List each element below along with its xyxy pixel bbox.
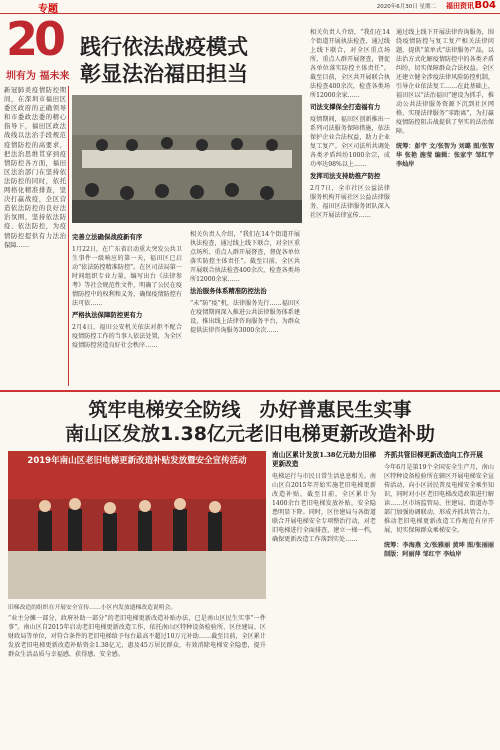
issue-date: 2020年6月30日 星期二: [376, 4, 436, 10]
article1-column-1: [72, 230, 182, 350]
article1-text-5: 相关负责人介绍，“我们在14个街道开展执法检查，通过线上线下联合，对全区重点场所、重点人群开展督查，督促各单位落实防控主体责任”。截至目前，全区共开展联合执法检查400余次，检查各类场所12000余家……: [310, 29, 390, 99]
article1-text-4: “未”防“疫”机，法律服务先行……福田区在疫情期间深入推进公共法律服务体系建设，推出线上法律咨询服务平台，为群众提供法律咨询服务3000余次……: [190, 300, 300, 334]
event-photo-icon: [8, 451, 266, 599]
article2-headline-line2: 南山区发放1.38亿元老旧电梯更新改造补助: [65, 423, 435, 445]
article2-column-right: [384, 451, 494, 559]
article2-credits: 统筹：李海燕 文/张雅丽 黄坤 图/张丽丽 制版：阿丽萍 邹红宇 李灿岸: [384, 542, 494, 558]
article2-photo: [8, 451, 266, 599]
column-divider: [68, 86, 69, 386]
article1-subhead-2: 严格执法保障防控更有力: [72, 311, 143, 319]
article1-text-7: 2月7日，全市社区公益法律服务机构开展社区公益法律服务，福田区法律服务团队深入社区开展法律宣传……: [310, 185, 390, 219]
paper-name: 福田资讯: [446, 2, 474, 10]
intro-column: 新冠肺炎疫情防控期间，在深圳市福田区委区政府的正确领导和市委政法委的精心指导下，福田区政法战线以法治手段规范疫情防控的高要求，把法治思维贯穿到疫情防控各方面，福田区法治部门在坚持依法防控的同时，依托网格化精准排查，坚决打赢战疫，全区营造依法防控的良好法治氛围，坚持依法防疫、依法防控，为疫情防控提供有力法治保障……: [4, 87, 66, 249]
meeting-photo-icon: [72, 95, 302, 223]
article1-column-2: [190, 230, 300, 335]
page-header: [0, 0, 500, 14]
section-divider: [0, 390, 500, 392]
article1-headline-line2: 彰显法治福田担当: [80, 62, 248, 86]
article1-credits: 统筹：彭宇 文/张智为 刘璐 图/张智华 张艳 施莹 编辑：张家宇 邹红宇 李灿岸: [396, 143, 494, 168]
article2-caption: 旧梯改造的组织在开展安全宣传……小区内发放遗梯改造说明会。: [8, 605, 177, 611]
article1-column-4: [396, 28, 494, 169]
article2-body-left: “业主分摊一部分，政府补助一部分”的老旧电梯更新改造补贴办法，已是南山区民生实事“一件事”。南山区自2015年启动老旧电梯更新改造工作，依托南山区特种设备检验所、区住建局、区财政局等单位，对符合条件的老旧电梯给予每台最高不超过10万元补助……截至目前，全区累计发放老旧电梯更新改造补贴资金1.38亿元，惠及45万居民群众，有效消除电梯安全隐患，提升群众生活品质与幸福感、获得感、安全感。: [8, 615, 266, 658]
article2-mid-text: 电梯运行与市民日常生活息息相关。南山区自2015年开始实施老旧电梯更新改造补贴，截至目前，全区累计为1400余台老旧电梯发放补贴，安全隐患明显下降。同时，区住建局与各街道联合开展电梯安全专项整治行动，对老旧电梯进行全面排查，建立一梯一档，确保更新改造工作落到实处……: [272, 473, 376, 543]
article2-right-text: 今年6月是第19个全国安全生产月，南山区特种设备检验所在辖区开展电梯安全宣传活动，向小区居民普及电梯安全乘坐知识，同时对小区老旧电梯改造政策进行解读……区市场监管局、住建局、街道办等部门加强协调联动，形成齐抓共管合力，推动老旧电梯更新改造工作规范有序开展，切实保障群众乘梯安全。: [384, 464, 494, 534]
article2-right-subhead: 齐抓共管旧梯更新改造向工作开展: [384, 451, 483, 459]
article1-text-3: 相关负责人介绍，“我们在14个街道开展执法检查，通过线上线下联合，对全区重点场所、重点人群开展督查，督促各单位落实防控主体责任”。截至目前，全区共开展联合执法检查400余次，检查各类场所12000余家……: [190, 231, 300, 283]
article1-text-6: 疫情期间，福田区创新推出一系列司法服务保障措施，依法保护企业合法权益，助力企业复工复产。全区司法所共调处各类矛盾纠纷1000余宗，成功率达98%以上……: [310, 116, 390, 168]
article2-headline-line1: 筑牢电梯安全防线 办好普惠民生实事: [88, 399, 412, 421]
article2-column-mid: [272, 451, 376, 544]
article1-text-8: 通过线上线下开展法律咨询服务，围绕疫情防控与复工复产相关法律问题，提供“菜单式”法律服务产品，以法治方式化解疫情防控中的各类矛盾纠纷，切实保障群众合法权益。全区还建立健全涉疫法律风险防控机制，引导企业依法复工……在此基础上，福田区以“法治福田”建设为抓手，推动公共法律服务资源下沉到社区网格，实现法律服务“零距离”，为打赢疫情防控阻击战提供了坚实的法治保障。: [396, 29, 494, 135]
anniversary-logo: [4, 14, 76, 82]
event-banner: 2019年南山区老旧电梯更新改造补贴发放暨安全宣传活动: [27, 456, 247, 466]
article1-column-3: [310, 28, 390, 220]
article1-subhead-5: 发挥司法支持助推产防控: [310, 172, 381, 180]
section-label: 专题: [38, 4, 58, 15]
article1-headline-line1: 践行依法战疫模式: [80, 35, 248, 59]
article1-subhead-3: 法治服务体系精准防控法治: [190, 287, 267, 295]
article2-mid-subhead: 南山区累计发放1.38亿元助力旧梯更新改造: [272, 451, 376, 468]
article1-photo: [72, 95, 302, 223]
article1-subhead-4: 司法支撑保全打造福有力: [310, 103, 381, 111]
article1-subhead-1: 完善立法确保战疫新有序: [72, 233, 143, 241]
article1-text-2: 2月4日，福田公安机关依法对拒不配合疫情防控工作的当事人依法处置，为全区疫情防控营造良好社会秩序……: [72, 324, 182, 349]
article2-headline: [40, 398, 460, 446]
article1-text-1: 1月22日，在广东省启动重大突发公共卫生事件一级响应的第一天，福田区已启动“依法防控精准防控”。在区司法局第一时间组织专业力量，编写出台《法律参考》等社会规范性文件，明确了公民在疫情防控中的权利和义务，确保疫情防控有法可依……: [72, 246, 182, 307]
article1-headline: [80, 34, 300, 88]
logo-number: 20: [6, 12, 63, 66]
logo-slogan: 圳有为 福未来: [6, 71, 70, 82]
page-number: B04: [474, 0, 496, 11]
